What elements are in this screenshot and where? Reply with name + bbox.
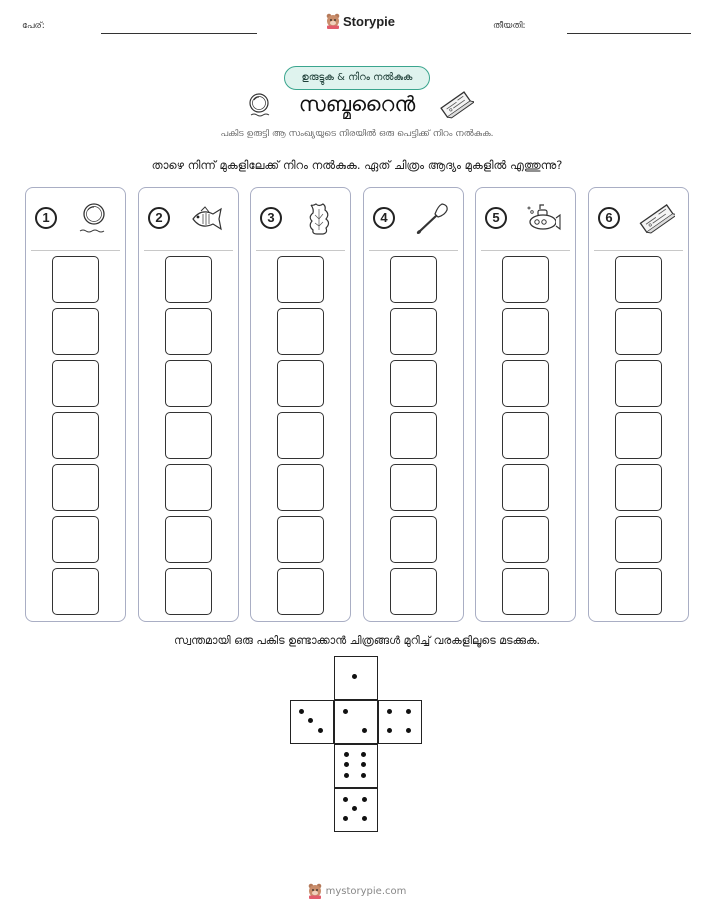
die-pip [361, 762, 366, 767]
seaweed-icon [301, 201, 337, 237]
fish-icon [189, 201, 225, 237]
color-box[interactable] [502, 568, 549, 615]
column-number: 5 [485, 207, 507, 229]
submarine-icon [526, 201, 562, 237]
die-pip [406, 728, 411, 733]
color-box[interactable] [615, 360, 662, 407]
color-box[interactable] [502, 516, 549, 563]
color-box[interactable] [277, 464, 324, 511]
subtitle: പകിട ഉരുട്ടി ആ സംഖ്യയുടെ നിരയിൽ ഒരു പെട്ടിക്ക് നിറം നൽകുക. [220, 129, 494, 139]
bear-icon [308, 883, 322, 899]
color-box[interactable] [277, 256, 324, 303]
color-box[interactable] [502, 412, 549, 459]
column-divider [481, 250, 570, 251]
color-box[interactable] [165, 412, 212, 459]
wood-plank-icon [438, 89, 474, 121]
die-pip [362, 816, 367, 821]
color-box[interactable] [52, 516, 99, 563]
color-box[interactable] [615, 412, 662, 459]
name-label: പേര്: [22, 21, 45, 31]
color-box[interactable] [390, 256, 437, 303]
column-divider [369, 250, 458, 251]
die-pip [362, 797, 367, 802]
color-box[interactable] [277, 516, 324, 563]
die-pip [344, 752, 349, 757]
die-pip [343, 709, 348, 714]
column-number: 1 [35, 207, 57, 229]
die-pip [343, 797, 348, 802]
die-face-2 [334, 700, 378, 744]
die-pip [361, 752, 366, 757]
page-title: സബ്മറൈൻ [298, 92, 416, 116]
column-divider [594, 250, 683, 251]
color-box[interactable] [165, 360, 212, 407]
fold-instruction: സ്വന്തമായി ഒരു പകിട ഉണ്ടാക്കാൻ ചിത്രങ്ങൾ മുറിച്ച് വരകളിലൂടെ മടക്കുക. [174, 634, 540, 647]
die-pip [352, 806, 357, 811]
die-pip [318, 728, 323, 733]
die-pip [387, 728, 392, 733]
color-box[interactable] [390, 568, 437, 615]
color-box[interactable] [502, 256, 549, 303]
column-number: 2 [148, 207, 170, 229]
column-divider [144, 250, 233, 251]
footer [0, 883, 714, 899]
color-box[interactable] [502, 360, 549, 407]
column-3 [250, 187, 351, 622]
date-line[interactable] [567, 33, 691, 34]
color-box[interactable] [52, 412, 99, 459]
die-pip [406, 709, 411, 714]
column-number: 6 [598, 207, 620, 229]
oar-icon [414, 201, 450, 237]
color-box[interactable] [165, 516, 212, 563]
color-box[interactable] [165, 308, 212, 355]
wood-plank-icon [639, 201, 675, 237]
die-pip [387, 709, 392, 714]
instruction: താഴെ നിന്ന് മുകളിലേക്ക് നിറം നൽകുക. ഏത് ചിത്രം ആദ്യം മുകളിൽ എത്തുന്നു? [151, 158, 563, 172]
column-divider [256, 250, 345, 251]
die-face-6 [334, 744, 378, 788]
die-pip [361, 773, 366, 778]
bubble-icon [76, 201, 112, 237]
color-box[interactable] [277, 360, 324, 407]
color-box[interactable] [615, 256, 662, 303]
color-box[interactable] [52, 256, 99, 303]
color-box[interactable] [390, 308, 437, 355]
color-box[interactable] [277, 568, 324, 615]
color-box[interactable] [502, 308, 549, 355]
column-divider [31, 250, 120, 251]
color-box[interactable] [615, 308, 662, 355]
date-label: തീയതി: [493, 21, 526, 31]
color-box[interactable] [615, 516, 662, 563]
color-box[interactable] [390, 412, 437, 459]
color-box[interactable] [390, 464, 437, 511]
color-box[interactable] [615, 568, 662, 615]
brand-logo [326, 13, 395, 29]
color-box[interactable] [52, 308, 99, 355]
die-face-3 [290, 700, 334, 744]
activity-badge: ഉരുട്ടുക & നിറം നൽകുക [284, 66, 430, 90]
die-face-5 [334, 788, 378, 832]
column-1 [25, 187, 126, 622]
die-pip [344, 762, 349, 767]
color-box[interactable] [52, 568, 99, 615]
color-box[interactable] [277, 412, 324, 459]
die-pip [352, 674, 357, 679]
color-box[interactable] [390, 360, 437, 407]
color-box[interactable] [165, 256, 212, 303]
die-pip [344, 773, 349, 778]
die-face-4 [378, 700, 422, 744]
bear-icon [326, 13, 340, 29]
bubble-icon [247, 92, 271, 118]
die-pip [362, 728, 367, 733]
color-box[interactable] [615, 464, 662, 511]
column-number: 4 [373, 207, 395, 229]
color-box[interactable] [165, 464, 212, 511]
name-line[interactable] [101, 33, 257, 34]
color-box[interactable] [52, 464, 99, 511]
column-2 [138, 187, 239, 622]
column-5 [475, 187, 576, 622]
column-number: 3 [260, 207, 282, 229]
color-box[interactable] [502, 464, 549, 511]
footer-url[interactable]: mystorypie.com [325, 885, 407, 897]
brand-name: Storypie [343, 13, 396, 29]
color-box[interactable] [165, 568, 212, 615]
column-4 [363, 187, 464, 622]
color-box[interactable] [277, 308, 324, 355]
die-pip [308, 718, 313, 723]
color-box[interactable] [390, 516, 437, 563]
die-pip [343, 816, 348, 821]
column-6 [588, 187, 689, 622]
die-face-1 [334, 656, 378, 700]
die-pip [299, 709, 304, 714]
color-box[interactable] [52, 360, 99, 407]
